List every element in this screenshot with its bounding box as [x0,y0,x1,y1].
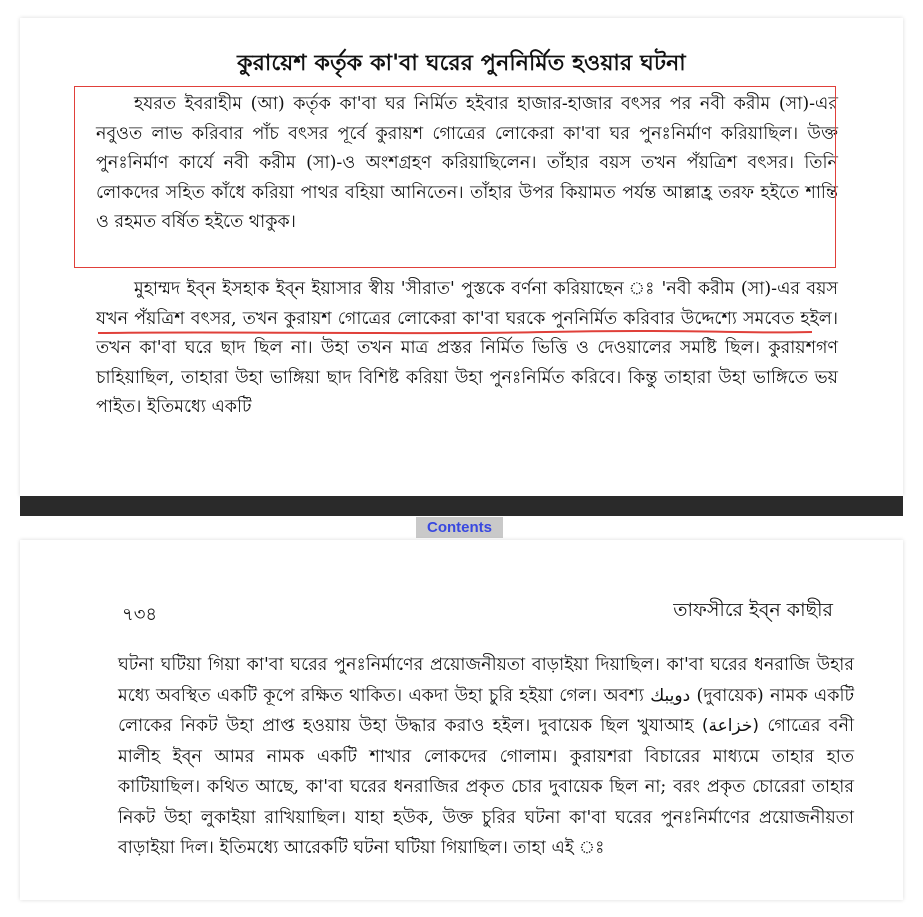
running-head: তাফসীরে ইব্‌ন কাছীর [673,599,833,621]
contents-button[interactable]: Contents [416,517,503,538]
paragraph-2 [96,275,838,423]
paragraph-3-part-a: ঘটনা ঘটিয়া গিয়া কা'বা ঘরের পুনঃনির্মাণের প্রয়োজনীয়তা বাড়াইয়া দিয়াছিল। কা'বা ঘরের ধনরাজি উহার মধ্যে অবস্থিত একটি কূপে রক্ষিত থাকিত। একদা উহা চুরি হইয়া গেল। অবশ্য [118,655,854,706]
page-bottom [20,540,903,900]
paragraph-3 [118,650,854,864]
paragraph-3-part-b: (দুবায়েক) নামক একটি লোকের নিকট উহা প্রাপ্ত হওয়ায় উহা উদ্ধার করাও হইল। দুবায়েক ছিল খুযাআহ [118,685,854,736]
chapter-title: কুরায়েশ কর্তৃক কা'বা ঘরের পুননির্মিত হওয়ার ঘটনা [237,50,686,76]
paragraph-3-part-c: গোত্রের বনী মালীহ ইব্ন আমর নামক একটি শাখার লোকদের গোলাম। কুরায়শরা বিচারের মাধ্যমে তাহার হাত কাটিয়াছিল। কথিত আছে, কা'বা ঘরের ধনরাজির প্রকৃত চোর দুবায়েক ছিল না; বরং প্রকৃত চোরেরা তাহার নিকট উহা লুকাইয়া রাখিয়াছিল। যাহা হউক, উক্ত চুরির ঘটনা কা'বা ঘরের পুনঃনির্মাণের প্রয়োজনীয়তা বাড়াইয়া দিল। ইতিমধ্যে আরেকটি ঘটনা ঘটিয়া গিয়াছিল। তাহা এই ঃ [118,716,854,858]
underline-annotation [96,329,814,337]
highlight-annotation-box [74,86,836,268]
arabic-name-dubayek: دويبك [650,685,691,706]
arabic-name-khuzaah: (خزاعة) [701,716,760,736]
page-number: ৭৩৪ [122,604,158,625]
page-separator [20,496,903,516]
paragraph-1-text: হযরত ইবরাহীম (আ) কর্তৃক কা'বা ঘর নির্মিত হইবার হাজার-হাজার বৎসর পর নবী করীম (সা)-এর নবুওত লাভ করিবার পাঁচ বৎসর পূর্বে কুরায়শ গোত্রের লোকেরা কা'বা ঘর পুনঃনির্মাণ করিয়াছিল। উক্ত পুনঃনির্মাণ কার্যে নবী করীম (সা)-ও অংশগ্রহণ করিয়াছিলেন। তাঁহার বয়স তখন পঁয়ত্রিশ বৎসর। তিনি লোকদের সহিত কাঁধে করিয়া পাথর বহিয়া আনিতেন। তাঁহার উপর কিয়ামত পর্যন্ত আল্লাহ্র তরফ হইতে শান্তি ও রহমত বর্ষিত হইতে থাকুক। [96,94,838,232]
paragraph-3-text [118,650,854,864]
paragraph-2-text: মুহাম্মদ ইব্ন ইসহাক ইব্ন ইয়াসার স্বীয় 'সীরাত' পুস্তকে বর্ণনা করিয়াছেন ঃ 'নবী করীম (সা)-এর বয়স যখন পঁয়ত্রিশ বৎসর, তখন কুরায়শ গোত্রের লোকেরা কা'বা ঘরকে পুননির্মিত করিবার উদ্দেশ্যে সমবেত হইল। তখন কা'বা ঘরে ছাদ ছিল না। উহা তখন মাত্র প্রস্তর নির্মিত ভিত্তি ও দেওয়ালের সমষ্টি ছিল। কুরায়শগণ চাহিয়াছিল, তাহারা উহা ভাঙ্গিয়া ছাদ বিশিষ্ট করিয়া উহা পুনঃনির্মিত করিবে। কিন্তু তাহারা উহা ভাঙ্গিতে ভয় পাইত। ইতিমধ্যে একটি [96,279,838,417]
